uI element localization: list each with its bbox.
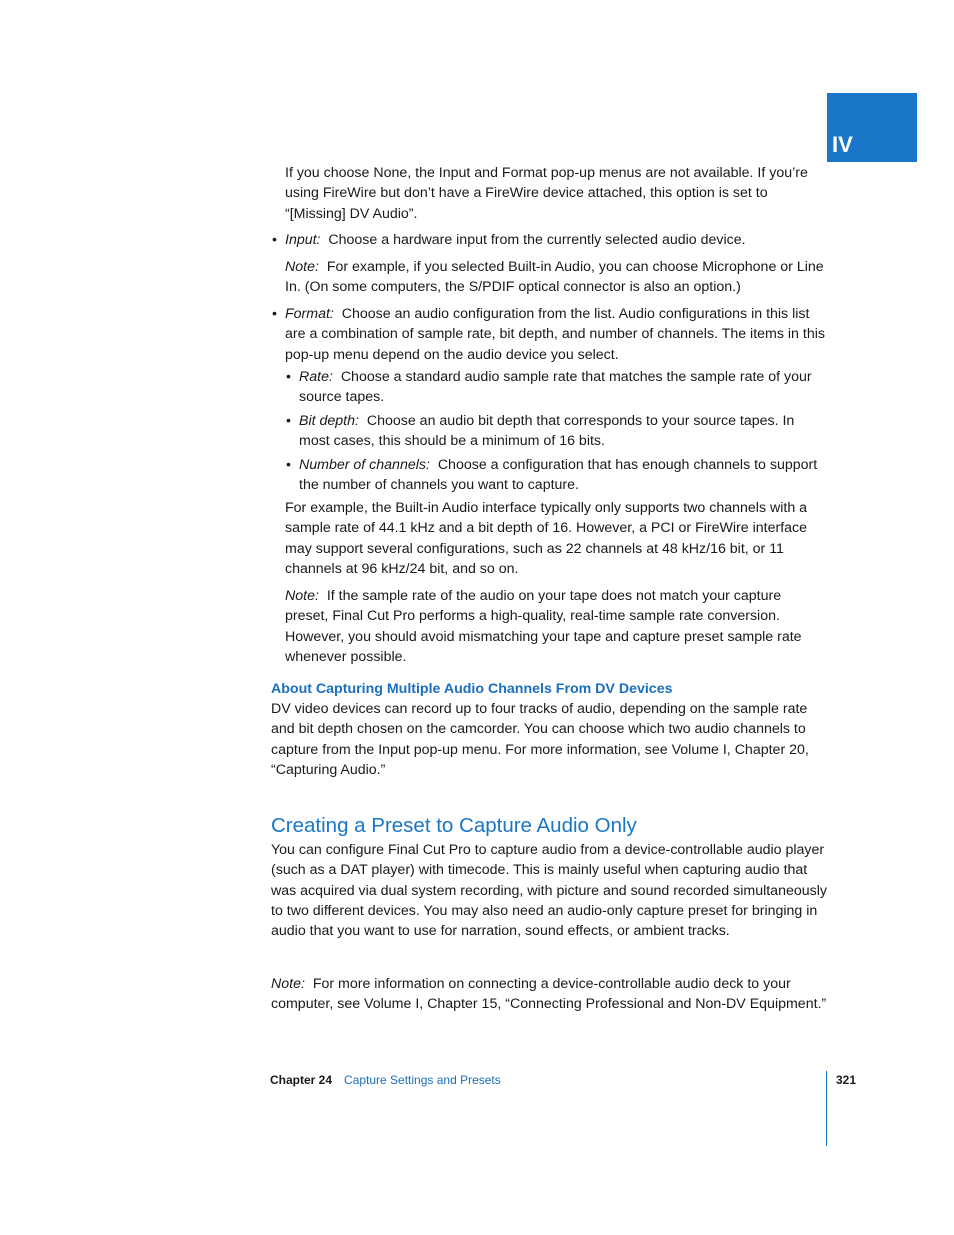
bullet-input xyxy=(285,230,825,250)
section-title: Creating a Preset to Capture Audio Only xyxy=(271,814,637,837)
footer-chapter: Chapter 24 xyxy=(270,1073,333,1087)
note-label: Note: xyxy=(285,588,319,604)
note-label: Note: xyxy=(271,976,305,992)
bullet-marker: • xyxy=(272,306,277,322)
subheading-multiple-channels: About Capturing Multiple Audio Channels From DV Devices xyxy=(271,681,673,697)
paragraph-example: For example, the Built-in Audio interface typically only supports two channels with a sample rate of 44.1 kHz and a bit depth of 16. However, a PCI or FireWire interface may support several configurations, such as 22 channels at 48 kHz/16 bit, or 11 channels at 96 kHz/24 bit, and so on. xyxy=(285,500,808,577)
note-audio-deck-text: For more information on connecting a device-controllable audio deck to your computer, see Volume I, Chapter 15, “Connecting Professional and Non-DV Equipment.” xyxy=(271,976,827,1013)
term-bit-depth: Bit depth: xyxy=(299,413,359,429)
sub-bullet-marker: • xyxy=(286,369,291,385)
note-sample-rate-text: If the sample rate of the audio on your tape does not match your capture preset, Final Cut Pro performs a high-quality, real-time sample rate conversion. However, you should avoid mismatching your tape and capture preset sample rate whenever possible. xyxy=(285,588,802,665)
sub-bullet-bit-depth-text: Choose an audio bit depth that corresponds to your source tapes. In most cases, this should be a minimum of 16 bits. xyxy=(299,413,795,450)
bullet-input-text: Choose a hardware input from the currently selected audio device. xyxy=(328,232,746,248)
bullet-format-text: Choose an audio configuration from the list. Audio configurations in this list are a combination of sample rate, bit depth, and number of channels. The items in this pop-up menu depend on the audio device you select. xyxy=(285,306,825,363)
part-tab-label: IV xyxy=(832,132,853,157)
note-audio-deck xyxy=(271,974,827,1015)
note-input-text: For example, if you selected Built-in Audio, you can choose Microphone or Line In. (On some computers, the S/PDIF optical connector is also an option.) xyxy=(285,259,824,296)
sub-bullet-rate-text: Choose a standard audio sample rate that matches the sample rate of your source tapes. xyxy=(299,369,812,406)
note-input xyxy=(285,257,825,298)
bullet-marker: • xyxy=(272,232,277,248)
footer-divider xyxy=(826,1071,827,1146)
paragraph-none-option: If you choose None, the Input and Format pop-up menus are not available. If you’re using FireWire but don’t have a FireWire device attached, this option is set to “[Missing] DV Audio”. xyxy=(285,165,808,222)
bullet-format xyxy=(285,304,825,365)
paragraph-audio-preset: You can configure Final Cut Pro to capture audio from a device-controllable audio player (such as a DAT player) with timecode. This is mainly useful when capturing audio that was acquired via dual system recording, with picture and sound recorded simultaneously to two different devices. You may also need an audio-only capture preset for bringing in audio that you want to use for narration, sound effects, or ambient tracks. xyxy=(271,842,827,940)
footer-chapter-title: Capture Settings and Presets xyxy=(344,1073,501,1087)
sub-bullet-channels xyxy=(299,455,825,496)
sub-bullet-rate xyxy=(299,367,825,408)
page-number: 321 xyxy=(836,1073,857,1087)
term-input: Input: xyxy=(285,232,321,248)
term-rate: Rate: xyxy=(299,369,333,385)
note-label: Note: xyxy=(285,259,319,275)
sub-bullet-marker: • xyxy=(286,457,291,473)
sub-bullet-bit-depth xyxy=(299,411,825,452)
paragraph-dv-devices: DV video devices can record up to four tracks of audio, depending on the sample rate and bit depth chosen on the camcorder. You can choose which two audio channels to capture from the Input pop-up menu. For more information, see Volume I, Chapter 20, “Capturing Audio.” xyxy=(271,701,809,778)
term-channels: Number of channels: xyxy=(299,457,430,473)
note-sample-rate xyxy=(285,586,825,667)
term-format: Format: xyxy=(285,306,334,322)
part-tab xyxy=(827,93,917,162)
sub-bullet-channels-text: Choose a configuration that has enough channels to support the number of channels you want to capture. xyxy=(299,457,818,494)
sub-bullet-marker: • xyxy=(286,413,291,429)
